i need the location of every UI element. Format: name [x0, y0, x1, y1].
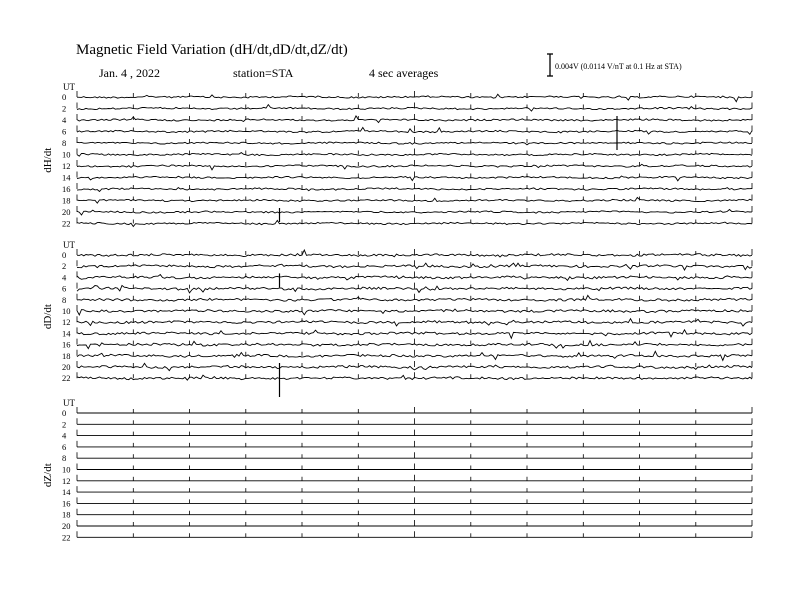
hour-tick-label: 8	[62, 294, 67, 305]
panel-dz-dt	[42, 398, 752, 542]
ut-label: UT	[63, 82, 75, 92]
hour-tick-label: 20	[62, 207, 71, 217]
hour-tick-label: 8	[62, 138, 67, 148]
hour-tick-label: 6	[62, 283, 67, 294]
hour-tick-label: 4	[62, 115, 67, 125]
panel-dh-dt	[42, 82, 752, 229]
averaging-label: 4 sec averages	[369, 66, 439, 80]
hour-tick-label: 2	[62, 419, 67, 430]
station-label: station=STA	[233, 66, 294, 80]
scale-bar	[547, 54, 682, 76]
hour-tick-label: 20	[62, 521, 71, 531]
hour-tick-label: 16	[62, 339, 71, 350]
hour-tick-label: 12	[62, 317, 71, 328]
hour-tick-label: 18	[62, 195, 71, 206]
hour-tick-label: 2	[62, 103, 67, 114]
hour-tick-label: 2	[62, 261, 67, 272]
hour-tick-label: 12	[62, 475, 71, 486]
hour-tick-label: 8	[62, 453, 67, 464]
hour-tick-label: 20	[62, 362, 71, 372]
date-label: Jan. 4 , 2022	[99, 66, 160, 80]
hour-tick-label: 16	[62, 498, 71, 509]
y-axis-label: dZ/dt	[42, 463, 54, 488]
hour-tick-label: 10	[62, 149, 71, 160]
y-axis-label: dH/dt	[42, 147, 54, 173]
hour-tick-label: 14	[62, 487, 71, 498]
hour-tick-label: 22	[62, 532, 71, 543]
ut-label: UT	[63, 240, 75, 250]
hour-tick-label: 4	[62, 272, 67, 283]
hour-tick-label: 16	[62, 184, 71, 194]
hour-tick-label: 10	[62, 464, 71, 475]
hour-tick-label: 6	[62, 441, 67, 452]
hour-tick-label: 22	[62, 218, 71, 229]
hour-tick-label: 14	[62, 172, 71, 183]
panel-dd-dt	[42, 240, 752, 397]
hour-tick-label: 12	[62, 161, 71, 171]
chart-title: Magnetic Field Variation (dH/dt,dD/dt,dZ/dt)	[76, 42, 348, 58]
hour-tick-label: 0	[62, 250, 67, 260]
y-axis-label: dD/dt	[42, 304, 54, 330]
hour-tick-label: 18	[62, 509, 71, 520]
hour-tick-label: 0	[62, 92, 67, 102]
ut-label: UT	[63, 398, 75, 408]
hour-tick-label: 14	[62, 328, 71, 339]
hour-tick-label: 0	[62, 408, 67, 418]
scale-bar-label: 0.004V (0.0114 V/nT at 0.1 Hz at STA)	[555, 62, 682, 71]
hour-tick-label: 22	[62, 373, 71, 384]
hour-tick-label: 18	[62, 350, 71, 361]
hour-tick-label: 10	[62, 306, 71, 316]
hour-tick-label: 4	[62, 430, 67, 441]
hour-tick-label: 6	[62, 126, 67, 137]
